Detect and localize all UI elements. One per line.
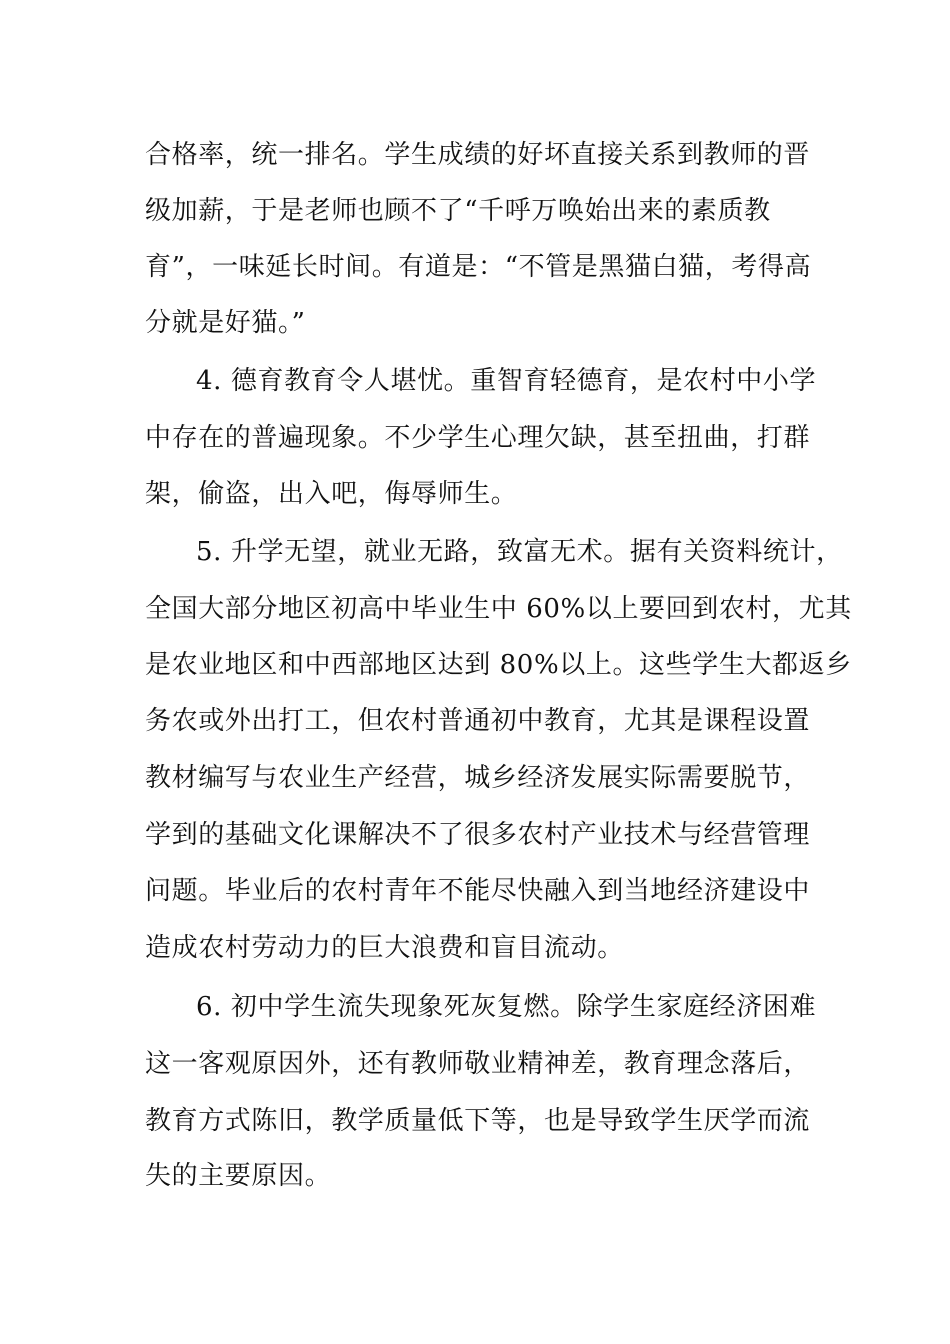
paragraph-3-line-6: 学到的基础文化课解决不了很多农村产业技术与经营管理 [145,820,811,850]
paragraph-1-line-4: 分就是好猫。” [145,308,306,338]
paragraph-1-line-2: 级加薪，于是老师也顾不了“千呼万唤始出来的素质教 [145,196,771,226]
paragraph-4-line-2: 这一客观原因外，还有教师敬业精神差，教育理念落后， [145,1049,811,1079]
paragraph-3-line-3: 是农业地区和中西部地区达到 80%以上。这些学生大都返乡 [145,650,852,680]
paragraph-3-line-2: 全国大部分地区初高中毕业生中 60%以上要回到农村，尤其 [145,594,852,624]
paragraph-3-line-4: 务农或外出打工，但农村普通初中教育，尤其是课程设置 [145,706,811,736]
paragraph-2-line-2: 中存在的普遍现象。不少学生心理欠缺，甚至扭曲，打群 [145,423,811,453]
paragraph-4-line-1: 6. 初中学生流失现象死灰复燃。除学生家庭经济困难 [196,992,817,1022]
paragraph-3-line-7: 问题。毕业后的农村青年不能尽快融入到当地经济建设中 [145,876,811,906]
paragraph-4-line-4: 失的主要原因。 [145,1161,332,1191]
paragraph-3-line-5: 教材编写与农业生产经营，城乡经济发展实际需要脱节， [145,763,811,793]
paragraph-3-line-8: 造成农村劳动力的巨大浪费和盲目流动。 [145,933,624,963]
paragraph-1-line-1: 合格率，统一排名。学生成绩的好坏直接关系到教师的晋 [145,140,811,170]
paragraph-1-line-3: 育”，一味延长时间。有道是：“不管是黑猫白猫，考得高 [145,252,812,282]
paragraph-4-line-3: 教育方式陈旧，教学质量低下等，也是导致学生厌学而流 [145,1106,811,1136]
paragraph-3-line-1: 5. 升学无望，就业无路，致富无术。据有关资料统计， [196,537,843,567]
paragraph-2-line-1: 4. 德育教育令人堪忧。重智育轻德育，是农村中小学 [196,366,817,396]
paragraph-2-line-3: 架，偷盗，出入吧，侮辱师生。 [145,479,518,509]
